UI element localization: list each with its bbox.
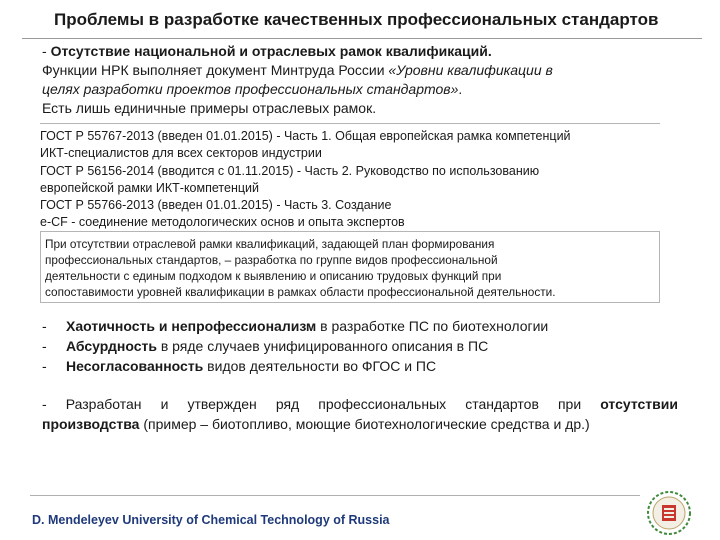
note-line: профессиональных стандартов, – разработка по группе видов профессиональной bbox=[45, 253, 498, 267]
final-word: при bbox=[557, 396, 582, 412]
footer-divider bbox=[30, 495, 640, 496]
final-line-1 bbox=[42, 394, 678, 414]
final-word: профессиональных bbox=[318, 396, 447, 412]
problem-item bbox=[42, 336, 682, 356]
final-word: - bbox=[42, 396, 47, 412]
intro-heading: Отсутствие национальной и отраслевых рамок квалификаций. bbox=[50, 43, 492, 59]
problem-keyword: Абсурдность bbox=[66, 338, 157, 354]
intro-line-3-italic: целях разработки проектов профессиональных стандартов» bbox=[42, 81, 459, 97]
note-line: При отсутствии отраслевой рамки квалификаций, задающей план формирования bbox=[45, 237, 495, 251]
gost-line: ГОСТ Р 55766-2013 (введен 01.01.2015) - Часть 3. Создание bbox=[40, 198, 392, 213]
intro-line-3-suffix: . bbox=[458, 81, 463, 97]
problem-dash: - bbox=[42, 318, 47, 334]
problem-keyword: Хаотичность и непрофессионализм bbox=[66, 318, 317, 334]
problem-dash: - bbox=[42, 358, 47, 374]
note-box bbox=[40, 231, 660, 303]
intro-line-4: Есть лишь единичные примеры отраслевых рамок. bbox=[42, 100, 377, 116]
problem-dash: - bbox=[42, 338, 47, 354]
intro-line-2-italic: «Уровни квалификации в bbox=[388, 62, 553, 78]
gost-line: европейской рамки ИКТ-компетенций bbox=[40, 180, 259, 195]
final-statement bbox=[42, 394, 678, 434]
problem-text: в ряде случаев унифицированного описания в ПС bbox=[156, 338, 489, 354]
intro-line-2-prefix: Функции НРК выполняет документ Минтруда России bbox=[42, 62, 389, 78]
final-word: Разработан bbox=[65, 396, 142, 412]
problem-keyword: Несогласованность bbox=[66, 358, 204, 374]
gost-line: e-CF - соединение методологических основ и опыта экспертов bbox=[40, 215, 405, 230]
intro-line-2 bbox=[42, 61, 682, 80]
problem-text: в разработке ПС по биотехнологии bbox=[316, 318, 549, 334]
final-line-2 bbox=[42, 414, 678, 434]
note-line: сопоставимости уровней квалификации в рамках области профессиональной деятельности. bbox=[45, 285, 556, 299]
intro-block bbox=[42, 42, 682, 118]
note-line: деятельности с единым подходом к выявлению и описанию трудовых функций при bbox=[45, 269, 502, 283]
final-word-bold: отсутствии bbox=[600, 396, 678, 412]
final-word: утвержден bbox=[187, 396, 257, 412]
slide-title: Проблемы в разработке качественных профессиональных стандартов bbox=[54, 10, 659, 29]
title-divider bbox=[22, 38, 702, 39]
gost-standards-list bbox=[40, 123, 660, 232]
intro-line-3 bbox=[42, 80, 682, 99]
university-name: D. Mendeleyev University of Chemical Technology of Russia bbox=[32, 513, 390, 527]
final-text: (пример – биотопливо, моющие биотехнологические средства и др.) bbox=[139, 416, 590, 432]
university-emblem-icon bbox=[646, 490, 692, 536]
problem-item bbox=[42, 356, 682, 376]
intro-line-1 bbox=[42, 42, 682, 61]
gost-line: ГОСТ Р 55767-2013 (введен 01.01.2015) - Часть 1. Общая европейская рамка компетенций bbox=[40, 129, 571, 143]
gost-line: ИКТ-специалистов для всех секторов индустрии bbox=[40, 146, 322, 161]
intro-dash: - bbox=[42, 43, 51, 59]
problem-item bbox=[42, 316, 682, 336]
final-keyword: производства bbox=[42, 416, 140, 432]
problems-list bbox=[42, 316, 682, 376]
problem-text: видов деятельности во ФГОС и ПС bbox=[203, 358, 437, 374]
final-word: ряд bbox=[275, 396, 300, 412]
gost-line: ГОСТ Р 56156-2014 (вводится с 01.11.2015) - Часть 2. Руководство по использованию bbox=[40, 163, 540, 178]
final-word: и bbox=[160, 396, 169, 412]
final-word: стандартов bbox=[465, 396, 539, 412]
